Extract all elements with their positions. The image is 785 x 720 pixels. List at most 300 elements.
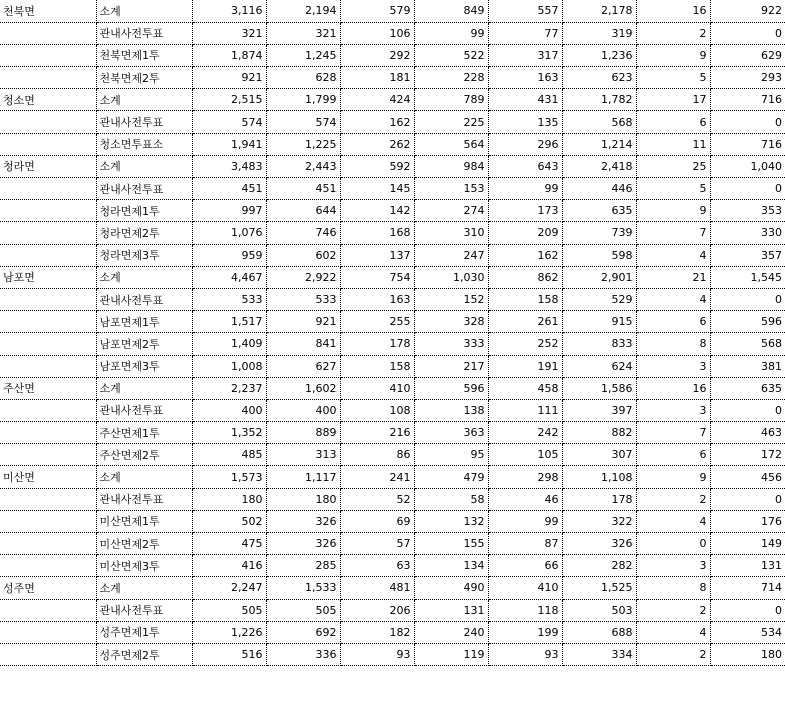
cell-electorate[interactable]: 516 xyxy=(192,643,266,665)
cell-valid-votes[interactable]: 1,214 xyxy=(562,133,636,155)
cell-invalid-votes[interactable]: 4 xyxy=(636,244,710,266)
cell-valid-votes[interactable]: 319 xyxy=(562,22,636,44)
cell-district[interactable] xyxy=(0,399,96,421)
cell-abstentions[interactable]: 293 xyxy=(710,67,785,89)
cell-candidate-3[interactable]: 105 xyxy=(488,444,562,466)
cell-district[interactable]: 천북면 xyxy=(0,0,96,22)
cell-candidate-3[interactable]: 66 xyxy=(488,555,562,577)
cell-candidate-2[interactable]: 99 xyxy=(414,22,488,44)
cell-valid-votes[interactable]: 623 xyxy=(562,67,636,89)
cell-electorate[interactable]: 3,483 xyxy=(192,155,266,177)
cell-abstentions[interactable]: 714 xyxy=(710,577,785,599)
cell-candidate-3[interactable]: 557 xyxy=(488,0,562,22)
cell-voters[interactable]: 321 xyxy=(266,22,340,44)
cell-district[interactable] xyxy=(0,22,96,44)
cell-candidate-3[interactable]: 296 xyxy=(488,133,562,155)
cell-district[interactable] xyxy=(0,533,96,555)
cell-valid-votes[interactable]: 568 xyxy=(562,111,636,133)
cell-voters[interactable]: 180 xyxy=(266,488,340,510)
cell-candidate-1[interactable]: 592 xyxy=(340,155,414,177)
cell-abstentions[interactable]: 0 xyxy=(710,178,785,200)
cell-polling-place[interactable]: 미산면제2투 xyxy=(96,533,192,555)
cell-electorate[interactable]: 997 xyxy=(192,200,266,222)
cell-candidate-1[interactable]: 216 xyxy=(340,422,414,444)
cell-candidate-3[interactable]: 458 xyxy=(488,377,562,399)
cell-abstentions[interactable]: 357 xyxy=(710,244,785,266)
cell-polling-place[interactable]: 청라면제2투 xyxy=(96,222,192,244)
cell-valid-votes[interactable]: 529 xyxy=(562,288,636,310)
cell-electorate[interactable]: 959 xyxy=(192,244,266,266)
cell-invalid-votes[interactable]: 11 xyxy=(636,133,710,155)
cell-candidate-1[interactable]: 86 xyxy=(340,444,414,466)
cell-invalid-votes[interactable]: 7 xyxy=(636,222,710,244)
cell-valid-votes[interactable]: 1,108 xyxy=(562,466,636,488)
cell-valid-votes[interactable]: 688 xyxy=(562,621,636,643)
cell-valid-votes[interactable]: 1,525 xyxy=(562,577,636,599)
cell-candidate-1[interactable]: 255 xyxy=(340,311,414,333)
cell-district[interactable]: 남포면 xyxy=(0,266,96,288)
cell-voters[interactable]: 2,922 xyxy=(266,266,340,288)
cell-valid-votes[interactable]: 334 xyxy=(562,643,636,665)
cell-voters[interactable]: 1,533 xyxy=(266,577,340,599)
cell-polling-place[interactable]: 소계 xyxy=(96,577,192,599)
cell-voters[interactable]: 2,194 xyxy=(266,0,340,22)
cell-invalid-votes[interactable]: 6 xyxy=(636,444,710,466)
cell-polling-place[interactable]: 남포면제1투 xyxy=(96,311,192,333)
cell-candidate-2[interactable]: 274 xyxy=(414,200,488,222)
cell-candidate-3[interactable]: 298 xyxy=(488,466,562,488)
cell-candidate-3[interactable]: 252 xyxy=(488,333,562,355)
cell-district[interactable] xyxy=(0,333,96,355)
cell-polling-place[interactable]: 관내사전투표 xyxy=(96,178,192,200)
cell-district[interactable] xyxy=(0,643,96,665)
cell-candidate-3[interactable]: 317 xyxy=(488,44,562,66)
cell-polling-place[interactable]: 주산면제1투 xyxy=(96,422,192,444)
cell-voters[interactable]: 628 xyxy=(266,67,340,89)
cell-electorate[interactable]: 1,874 xyxy=(192,44,266,66)
cell-valid-votes[interactable]: 307 xyxy=(562,444,636,466)
cell-valid-votes[interactable]: 624 xyxy=(562,355,636,377)
cell-valid-votes[interactable]: 322 xyxy=(562,510,636,532)
cell-polling-place[interactable]: 관내사전투표 xyxy=(96,399,192,421)
cell-abstentions[interactable]: 463 xyxy=(710,422,785,444)
cell-polling-place[interactable]: 성주면제2투 xyxy=(96,643,192,665)
cell-electorate[interactable]: 574 xyxy=(192,111,266,133)
cell-polling-place[interactable]: 남포면제3투 xyxy=(96,355,192,377)
cell-electorate[interactable]: 485 xyxy=(192,444,266,466)
cell-abstentions[interactable]: 353 xyxy=(710,200,785,222)
cell-invalid-votes[interactable]: 3 xyxy=(636,399,710,421)
cell-candidate-1[interactable]: 93 xyxy=(340,643,414,665)
cell-candidate-1[interactable]: 142 xyxy=(340,200,414,222)
cell-abstentions[interactable]: 0 xyxy=(710,288,785,310)
cell-abstentions[interactable]: 922 xyxy=(710,0,785,22)
cell-candidate-2[interactable]: 333 xyxy=(414,333,488,355)
cell-candidate-2[interactable]: 1,030 xyxy=(414,266,488,288)
cell-invalid-votes[interactable]: 4 xyxy=(636,288,710,310)
cell-polling-place[interactable]: 주산면제2투 xyxy=(96,444,192,466)
cell-candidate-3[interactable]: 162 xyxy=(488,244,562,266)
cell-candidate-3[interactable]: 261 xyxy=(488,311,562,333)
cell-polling-place[interactable]: 미산면제3투 xyxy=(96,555,192,577)
cell-valid-votes[interactable]: 397 xyxy=(562,399,636,421)
cell-abstentions[interactable]: 1,040 xyxy=(710,155,785,177)
cell-candidate-3[interactable]: 46 xyxy=(488,488,562,510)
cell-polling-place[interactable]: 관내사전투표 xyxy=(96,111,192,133)
cell-candidate-1[interactable]: 163 xyxy=(340,288,414,310)
cell-candidate-2[interactable]: 131 xyxy=(414,599,488,621)
cell-electorate[interactable]: 416 xyxy=(192,555,266,577)
cell-candidate-3[interactable]: 431 xyxy=(488,89,562,111)
cell-abstentions[interactable]: 456 xyxy=(710,466,785,488)
cell-valid-votes[interactable]: 326 xyxy=(562,533,636,555)
cell-candidate-1[interactable]: 168 xyxy=(340,222,414,244)
cell-candidate-3[interactable]: 111 xyxy=(488,399,562,421)
cell-invalid-votes[interactable]: 7 xyxy=(636,422,710,444)
cell-voters[interactable]: 313 xyxy=(266,444,340,466)
cell-candidate-2[interactable]: 984 xyxy=(414,155,488,177)
cell-candidate-1[interactable]: 481 xyxy=(340,577,414,599)
cell-valid-votes[interactable]: 2,418 xyxy=(562,155,636,177)
cell-electorate[interactable]: 921 xyxy=(192,67,266,89)
cell-voters[interactable]: 326 xyxy=(266,533,340,555)
cell-candidate-1[interactable]: 137 xyxy=(340,244,414,266)
cell-electorate[interactable]: 180 xyxy=(192,488,266,510)
cell-abstentions[interactable]: 0 xyxy=(710,399,785,421)
cell-voters[interactable]: 1,225 xyxy=(266,133,340,155)
cell-candidate-1[interactable]: 241 xyxy=(340,466,414,488)
cell-district[interactable] xyxy=(0,222,96,244)
cell-district[interactable] xyxy=(0,555,96,577)
cell-abstentions[interactable]: 716 xyxy=(710,89,785,111)
cell-electorate[interactable]: 1,008 xyxy=(192,355,266,377)
cell-district[interactable]: 주산면 xyxy=(0,377,96,399)
cell-electorate[interactable]: 321 xyxy=(192,22,266,44)
cell-voters[interactable]: 451 xyxy=(266,178,340,200)
cell-valid-votes[interactable]: 2,178 xyxy=(562,0,636,22)
cell-candidate-1[interactable]: 262 xyxy=(340,133,414,155)
cell-voters[interactable]: 602 xyxy=(266,244,340,266)
cell-candidate-3[interactable]: 93 xyxy=(488,643,562,665)
cell-invalid-votes[interactable]: 8 xyxy=(636,333,710,355)
cell-polling-place[interactable]: 청소면투표소 xyxy=(96,133,192,155)
cell-voters[interactable]: 921 xyxy=(266,311,340,333)
cell-abstentions[interactable]: 716 xyxy=(710,133,785,155)
cell-voters[interactable]: 1,602 xyxy=(266,377,340,399)
cell-abstentions[interactable]: 635 xyxy=(710,377,785,399)
cell-abstentions[interactable]: 0 xyxy=(710,22,785,44)
cell-valid-votes[interactable]: 178 xyxy=(562,488,636,510)
cell-electorate[interactable]: 1,076 xyxy=(192,222,266,244)
cell-candidate-2[interactable]: 134 xyxy=(414,555,488,577)
cell-candidate-1[interactable]: 292 xyxy=(340,44,414,66)
cell-voters[interactable]: 1,245 xyxy=(266,44,340,66)
cell-candidate-2[interactable]: 138 xyxy=(414,399,488,421)
cell-abstentions[interactable]: 172 xyxy=(710,444,785,466)
cell-district[interactable] xyxy=(0,111,96,133)
cell-electorate[interactable]: 533 xyxy=(192,288,266,310)
cell-abstentions[interactable]: 381 xyxy=(710,355,785,377)
cell-valid-votes[interactable]: 2,901 xyxy=(562,266,636,288)
cell-candidate-2[interactable]: 119 xyxy=(414,643,488,665)
cell-candidate-1[interactable]: 754 xyxy=(340,266,414,288)
cell-invalid-votes[interactable]: 6 xyxy=(636,311,710,333)
cell-candidate-1[interactable]: 106 xyxy=(340,22,414,44)
cell-valid-votes[interactable]: 598 xyxy=(562,244,636,266)
cell-district[interactable] xyxy=(0,444,96,466)
cell-voters[interactable]: 336 xyxy=(266,643,340,665)
cell-abstentions[interactable]: 596 xyxy=(710,311,785,333)
cell-invalid-votes[interactable]: 9 xyxy=(636,44,710,66)
cell-candidate-2[interactable]: 247 xyxy=(414,244,488,266)
cell-voters[interactable]: 2,443 xyxy=(266,155,340,177)
cell-invalid-votes[interactable]: 2 xyxy=(636,643,710,665)
cell-district[interactable]: 청라면 xyxy=(0,155,96,177)
cell-candidate-2[interactable]: 217 xyxy=(414,355,488,377)
cell-candidate-3[interactable]: 77 xyxy=(488,22,562,44)
cell-voters[interactable]: 841 xyxy=(266,333,340,355)
cell-district[interactable] xyxy=(0,178,96,200)
cell-candidate-2[interactable]: 225 xyxy=(414,111,488,133)
cell-district[interactable] xyxy=(0,510,96,532)
cell-candidate-3[interactable]: 158 xyxy=(488,288,562,310)
cell-district[interactable]: 청소면 xyxy=(0,89,96,111)
cell-voters[interactable]: 400 xyxy=(266,399,340,421)
cell-polling-place[interactable]: 성주면제1투 xyxy=(96,621,192,643)
cell-district[interactable] xyxy=(0,488,96,510)
cell-candidate-1[interactable]: 158 xyxy=(340,355,414,377)
cell-electorate[interactable]: 2,237 xyxy=(192,377,266,399)
cell-valid-votes[interactable]: 915 xyxy=(562,311,636,333)
cell-candidate-1[interactable]: 52 xyxy=(340,488,414,510)
cell-candidate-1[interactable]: 178 xyxy=(340,333,414,355)
cell-candidate-3[interactable]: 87 xyxy=(488,533,562,555)
cell-district[interactable] xyxy=(0,44,96,66)
cell-candidate-1[interactable]: 410 xyxy=(340,377,414,399)
cell-candidate-2[interactable]: 363 xyxy=(414,422,488,444)
cell-abstentions[interactable]: 0 xyxy=(710,488,785,510)
cell-invalid-votes[interactable]: 16 xyxy=(636,0,710,22)
cell-voters[interactable]: 627 xyxy=(266,355,340,377)
cell-electorate[interactable]: 1,573 xyxy=(192,466,266,488)
cell-electorate[interactable]: 1,517 xyxy=(192,311,266,333)
cell-polling-place[interactable]: 청라면제3투 xyxy=(96,244,192,266)
cell-invalid-votes[interactable]: 8 xyxy=(636,577,710,599)
cell-invalid-votes[interactable]: 17 xyxy=(636,89,710,111)
cell-abstentions[interactable]: 131 xyxy=(710,555,785,577)
cell-candidate-2[interactable]: 310 xyxy=(414,222,488,244)
cell-district[interactable]: 미산면 xyxy=(0,466,96,488)
cell-electorate[interactable]: 4,467 xyxy=(192,266,266,288)
cell-candidate-2[interactable]: 132 xyxy=(414,510,488,532)
cell-candidate-1[interactable]: 182 xyxy=(340,621,414,643)
cell-invalid-votes[interactable]: 21 xyxy=(636,266,710,288)
cell-electorate[interactable]: 1,226 xyxy=(192,621,266,643)
cell-candidate-3[interactable]: 135 xyxy=(488,111,562,133)
cell-valid-votes[interactable]: 1,236 xyxy=(562,44,636,66)
cell-candidate-1[interactable]: 108 xyxy=(340,399,414,421)
cell-candidate-2[interactable]: 490 xyxy=(414,577,488,599)
cell-candidate-2[interactable]: 789 xyxy=(414,89,488,111)
cell-candidate-2[interactable]: 596 xyxy=(414,377,488,399)
cell-electorate[interactable]: 400 xyxy=(192,399,266,421)
cell-polling-place[interactable]: 미산면제1투 xyxy=(96,510,192,532)
cell-candidate-2[interactable]: 228 xyxy=(414,67,488,89)
cell-valid-votes[interactable]: 739 xyxy=(562,222,636,244)
cell-candidate-2[interactable]: 155 xyxy=(414,533,488,555)
cell-candidate-3[interactable]: 163 xyxy=(488,67,562,89)
cell-voters[interactable]: 889 xyxy=(266,422,340,444)
cell-candidate-2[interactable]: 240 xyxy=(414,621,488,643)
cell-abstentions[interactable]: 0 xyxy=(710,599,785,621)
cell-abstentions[interactable]: 629 xyxy=(710,44,785,66)
cell-district[interactable] xyxy=(0,244,96,266)
cell-valid-votes[interactable]: 503 xyxy=(562,599,636,621)
cell-polling-place[interactable]: 소계 xyxy=(96,89,192,111)
cell-candidate-3[interactable]: 99 xyxy=(488,510,562,532)
cell-polling-place[interactable]: 소계 xyxy=(96,0,192,22)
cell-voters[interactable]: 505 xyxy=(266,599,340,621)
cell-candidate-3[interactable]: 862 xyxy=(488,266,562,288)
cell-district[interactable] xyxy=(0,67,96,89)
cell-invalid-votes[interactable]: 5 xyxy=(636,67,710,89)
cell-electorate[interactable]: 505 xyxy=(192,599,266,621)
cell-valid-votes[interactable]: 1,782 xyxy=(562,89,636,111)
cell-voters[interactable]: 746 xyxy=(266,222,340,244)
cell-district[interactable]: 성주면 xyxy=(0,577,96,599)
cell-invalid-votes[interactable]: 0 xyxy=(636,533,710,555)
cell-abstentions[interactable]: 534 xyxy=(710,621,785,643)
cell-electorate[interactable]: 2,515 xyxy=(192,89,266,111)
cell-district[interactable] xyxy=(0,133,96,155)
cell-abstentions[interactable]: 568 xyxy=(710,333,785,355)
cell-invalid-votes[interactable]: 16 xyxy=(636,377,710,399)
cell-valid-votes[interactable]: 635 xyxy=(562,200,636,222)
cell-invalid-votes[interactable]: 6 xyxy=(636,111,710,133)
cell-voters[interactable]: 533 xyxy=(266,288,340,310)
cell-district[interactable] xyxy=(0,599,96,621)
cell-valid-votes[interactable]: 882 xyxy=(562,422,636,444)
cell-district[interactable] xyxy=(0,200,96,222)
cell-candidate-1[interactable]: 63 xyxy=(340,555,414,577)
cell-abstentions[interactable]: 180 xyxy=(710,643,785,665)
cell-candidate-3[interactable]: 99 xyxy=(488,178,562,200)
cell-invalid-votes[interactable]: 3 xyxy=(636,555,710,577)
cell-electorate[interactable]: 3,116 xyxy=(192,0,266,22)
cell-candidate-3[interactable]: 173 xyxy=(488,200,562,222)
cell-candidate-2[interactable]: 522 xyxy=(414,44,488,66)
cell-invalid-votes[interactable]: 2 xyxy=(636,488,710,510)
cell-polling-place[interactable]: 관내사전투표 xyxy=(96,488,192,510)
cell-invalid-votes[interactable]: 9 xyxy=(636,466,710,488)
cell-polling-place[interactable]: 소계 xyxy=(96,155,192,177)
cell-polling-place[interactable]: 청라면제1투 xyxy=(96,200,192,222)
cell-candidate-2[interactable]: 95 xyxy=(414,444,488,466)
cell-candidate-2[interactable]: 564 xyxy=(414,133,488,155)
cell-electorate[interactable]: 475 xyxy=(192,533,266,555)
cell-invalid-votes[interactable]: 2 xyxy=(636,22,710,44)
cell-candidate-3[interactable]: 242 xyxy=(488,422,562,444)
cell-electorate[interactable]: 502 xyxy=(192,510,266,532)
cell-invalid-votes[interactable]: 2 xyxy=(636,599,710,621)
cell-valid-votes[interactable]: 282 xyxy=(562,555,636,577)
cell-candidate-3[interactable]: 643 xyxy=(488,155,562,177)
cell-district[interactable] xyxy=(0,355,96,377)
cell-abstentions[interactable]: 149 xyxy=(710,533,785,555)
cell-polling-place[interactable]: 관내사전투표 xyxy=(96,599,192,621)
cell-candidate-1[interactable]: 181 xyxy=(340,67,414,89)
cell-invalid-votes[interactable]: 25 xyxy=(636,155,710,177)
cell-candidate-2[interactable]: 479 xyxy=(414,466,488,488)
cell-invalid-votes[interactable]: 5 xyxy=(636,178,710,200)
cell-valid-votes[interactable]: 833 xyxy=(562,333,636,355)
cell-polling-place[interactable]: 천북면제1투 xyxy=(96,44,192,66)
cell-voters[interactable]: 574 xyxy=(266,111,340,133)
cell-electorate[interactable]: 451 xyxy=(192,178,266,200)
cell-candidate-1[interactable]: 424 xyxy=(340,89,414,111)
cell-invalid-votes[interactable]: 4 xyxy=(636,510,710,532)
cell-valid-votes[interactable]: 1,586 xyxy=(562,377,636,399)
cell-abstentions[interactable]: 176 xyxy=(710,510,785,532)
cell-abstentions[interactable]: 330 xyxy=(710,222,785,244)
cell-candidate-2[interactable]: 153 xyxy=(414,178,488,200)
cell-invalid-votes[interactable]: 4 xyxy=(636,621,710,643)
cell-candidate-1[interactable]: 579 xyxy=(340,0,414,22)
cell-voters[interactable]: 1,117 xyxy=(266,466,340,488)
cell-voters[interactable]: 285 xyxy=(266,555,340,577)
cell-candidate-1[interactable]: 145 xyxy=(340,178,414,200)
cell-electorate[interactable]: 1,409 xyxy=(192,333,266,355)
cell-candidate-2[interactable]: 152 xyxy=(414,288,488,310)
cell-candidate-3[interactable]: 118 xyxy=(488,599,562,621)
cell-candidate-3[interactable]: 191 xyxy=(488,355,562,377)
cell-candidate-3[interactable]: 199 xyxy=(488,621,562,643)
cell-voters[interactable]: 1,799 xyxy=(266,89,340,111)
cell-candidate-2[interactable]: 849 xyxy=(414,0,488,22)
cell-candidate-1[interactable]: 162 xyxy=(340,111,414,133)
cell-candidate-3[interactable]: 209 xyxy=(488,222,562,244)
cell-polling-place[interactable]: 남포면제2투 xyxy=(96,333,192,355)
cell-polling-place[interactable]: 소계 xyxy=(96,466,192,488)
cell-polling-place[interactable]: 관내사전투표 xyxy=(96,22,192,44)
cell-candidate-2[interactable]: 58 xyxy=(414,488,488,510)
cell-electorate[interactable]: 1,352 xyxy=(192,422,266,444)
cell-abstentions[interactable]: 0 xyxy=(710,111,785,133)
cell-abstentions[interactable]: 1,545 xyxy=(710,266,785,288)
cell-valid-votes[interactable]: 446 xyxy=(562,178,636,200)
cell-voters[interactable]: 326 xyxy=(266,510,340,532)
cell-candidate-1[interactable]: 57 xyxy=(340,533,414,555)
cell-voters[interactable]: 692 xyxy=(266,621,340,643)
cell-invalid-votes[interactable]: 9 xyxy=(636,200,710,222)
cell-invalid-votes[interactable]: 3 xyxy=(636,355,710,377)
cell-electorate[interactable]: 1,941 xyxy=(192,133,266,155)
cell-candidate-1[interactable]: 69 xyxy=(340,510,414,532)
cell-polling-place[interactable]: 천북면제2투 xyxy=(96,67,192,89)
cell-district[interactable] xyxy=(0,422,96,444)
cell-district[interactable] xyxy=(0,621,96,643)
cell-voters[interactable]: 644 xyxy=(266,200,340,222)
cell-polling-place[interactable]: 관내사전투표 xyxy=(96,288,192,310)
cell-candidate-1[interactable]: 206 xyxy=(340,599,414,621)
cell-district[interactable] xyxy=(0,311,96,333)
cell-polling-place[interactable]: 소계 xyxy=(96,377,192,399)
cell-polling-place[interactable]: 소계 xyxy=(96,266,192,288)
cell-candidate-2[interactable]: 328 xyxy=(414,311,488,333)
cell-electorate[interactable]: 2,247 xyxy=(192,577,266,599)
cell-district[interactable] xyxy=(0,288,96,310)
cell-candidate-3[interactable]: 410 xyxy=(488,577,562,599)
